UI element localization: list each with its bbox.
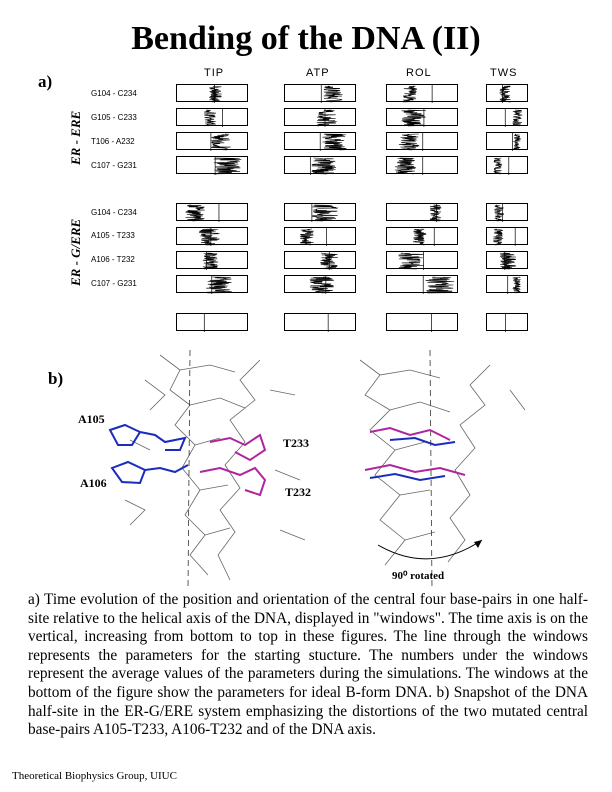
parameter-window — [386, 275, 458, 293]
row-label: T106 - A232 — [91, 137, 135, 146]
panel-a-label: a) — [38, 72, 53, 91]
parameter-window — [176, 132, 248, 150]
parameter-window — [386, 203, 458, 221]
parameter-window — [486, 227, 528, 245]
parameter-window — [284, 108, 356, 126]
row-label: G105 - C233 — [91, 113, 137, 122]
row-label: A106 - T232 — [91, 255, 135, 264]
dna-snapshot-figure — [70, 350, 540, 590]
column-header-atp: ATP — [306, 67, 330, 79]
group-label-er-gere: ER - G/ERE — [68, 218, 83, 286]
column-header-tip: TIP — [204, 67, 225, 79]
parameter-window — [486, 132, 528, 150]
parameter-window — [176, 313, 248, 331]
column-header-rol: ROL — [406, 67, 432, 79]
base-t232 — [200, 468, 265, 495]
figure-caption: a) Time evolution of the position and orientation of the central four base-pairs in one half-site relative to the helical axis of the DNA, displayed in "windows". The time axis is on the vertical, increasing from bottom to top in these figures. The line through the windows represents the parameters for the starting stucture. The numbers under the windows represent the average values of the parameters during the simulations. The windows at the bottom of the figure show the parameters for ideal B-form DNA. b) Snapshot of the DNA half-site in the ER-G/ERE system emphasizing the distortions of the two mutated central base-pairs A105-T233, A106-T232 and of the DNA axis. — [28, 591, 588, 739]
parameter-window — [486, 84, 528, 102]
parameter-window — [486, 275, 528, 293]
row-label: C107 - G231 — [91, 161, 137, 170]
group-label-er-ere: ER - ERE — [68, 110, 83, 165]
parameter-window — [386, 132, 458, 150]
parameter-window — [176, 227, 248, 245]
row-label: G104 - C234 — [91, 89, 137, 98]
parameter-window — [486, 156, 528, 174]
parameter-window — [176, 275, 248, 293]
dna-axis-left — [188, 350, 190, 590]
parameter-window — [176, 84, 248, 102]
parameter-window — [284, 156, 356, 174]
dna-backbone-right — [360, 360, 525, 565]
parameter-window — [284, 275, 356, 293]
parameter-window — [486, 203, 528, 221]
parameter-window — [386, 156, 458, 174]
row-label: G104 - C234 — [91, 208, 137, 217]
rotated-bases — [365, 428, 465, 480]
dna-backbone-left — [125, 355, 305, 580]
parameter-window — [284, 227, 356, 245]
parameter-window — [284, 251, 356, 269]
parameter-window — [284, 313, 356, 331]
parameter-window — [386, 108, 458, 126]
parameter-window — [486, 313, 528, 331]
label-t232: T232 — [285, 485, 312, 499]
panel-b-label: b) — [48, 369, 64, 388]
parameter-window — [176, 203, 248, 221]
parameter-window — [486, 108, 528, 126]
parameter-window — [176, 156, 248, 174]
parameter-window — [386, 227, 458, 245]
row-label: A105 - T233 — [91, 231, 135, 240]
parameter-window — [486, 251, 528, 269]
rotation-arrow — [378, 540, 482, 559]
label-a106: A106 — [80, 476, 107, 490]
parameter-window — [176, 108, 248, 126]
page-title: Bending of the DNA (II) — [131, 20, 481, 57]
parameter-window — [386, 251, 458, 269]
row-label: C107 - G231 — [91, 279, 137, 288]
parameter-window — [284, 203, 356, 221]
rotation-label: 90⁰ rotated — [392, 570, 445, 582]
label-t233: T233 — [283, 436, 310, 450]
parameter-window — [284, 84, 356, 102]
parameter-window — [176, 251, 248, 269]
parameter-window — [386, 84, 458, 102]
base-a105 — [110, 425, 185, 450]
column-header-tws: TWS — [490, 67, 518, 79]
parameter-window — [284, 132, 356, 150]
footer-credit: Theoretical Biophysics Group, UIUC — [12, 770, 177, 782]
parameter-window — [386, 313, 458, 331]
label-a105: A105 — [78, 412, 105, 426]
base-a106 — [112, 462, 188, 483]
